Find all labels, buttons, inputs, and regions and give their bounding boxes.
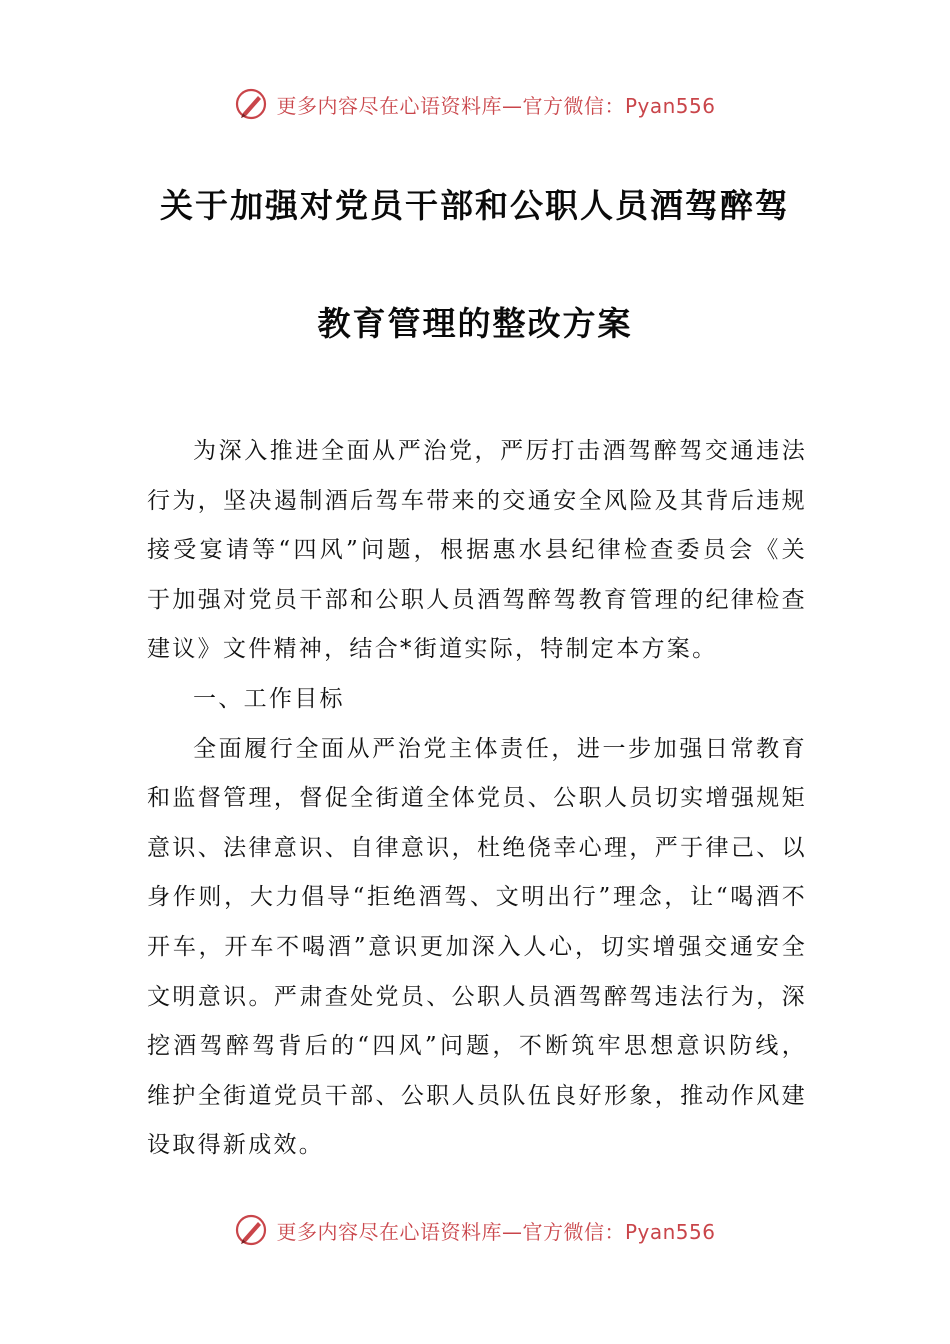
document-title-line-2: 教育管理的整改方案 <box>317 304 633 343</box>
watermark-text: 更多内容尽在心语资料库—官方微信：Pyan556 <box>276 1219 716 1244</box>
pen-logo-icon <box>234 1213 268 1247</box>
document-title-line-1: 关于加强对党员干部和公职人员酒驾醉驾 <box>160 186 790 225</box>
watermark-header <box>0 84 950 124</box>
pen-logo-icon <box>234 87 268 121</box>
paragraph-intro: 为深入推进全面从严治党，严厉打击酒驾醉驾交通违法行为，坚决遏制酒后驾车带来的交通安全风险及其背后违规接受宴请等“四风”问题，根据惠水县纪律检查委员会《关于加强对党员干部和公职人员酒驾醉驾教育管理的纪律检查建议》文件精神，结合*街道实际，特制定本方案。 <box>147 438 807 663</box>
watermark-text: 更多内容尽在心语资料库—官方微信：Pyan556 <box>276 93 716 118</box>
document-body <box>147 427 807 1171</box>
watermark-footer <box>0 1210 950 1250</box>
section-heading-goals: 一、工作目标 <box>193 685 345 712</box>
paragraph-goals: 全面履行全面从严治党主体责任，进一步加强日常教育和监督管理，督促全街道全体党员、公职人员切实增强规矩意识、法律意识、自律意识，杜绝侥幸心理，严于律己、以身作则，大力倡导“拒绝酒驾、文明出行”理念，让“喝酒不开车，开车不喝酒”意识更加深入人心，切实增强交通安全文明意识。严肃查处党员、公职人员酒驾醉驾违法行为，深挖酒驾醉驾背后的“四风”问题，不断筑牢思想意识防线，维护全街道党员干部、公职人员队伍良好形象，推动作风建设取得新成效。 <box>147 735 807 1159</box>
